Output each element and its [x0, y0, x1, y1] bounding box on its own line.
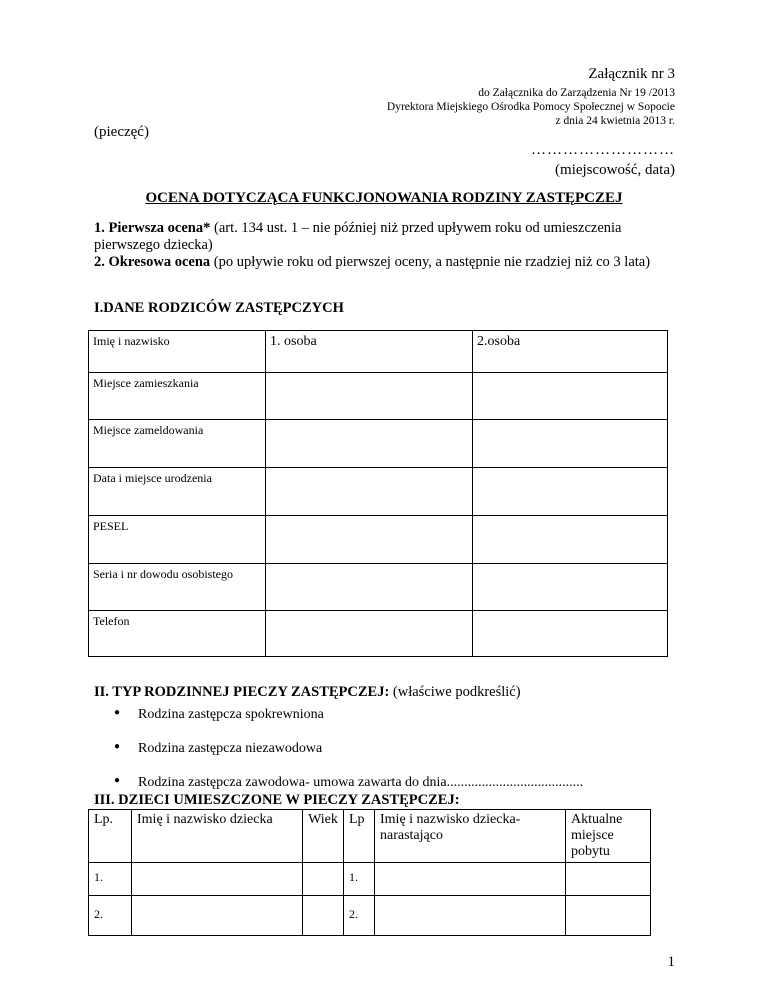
periodic-assessment-label: 2. Okresowa ocena [94, 254, 211, 270]
periodic-assessment-text: (po upływie roku od pierwszej oceny, a następnie nie rzadziej niż co 3 lata) [210, 254, 651, 270]
table-cell[interactable] [566, 896, 651, 936]
list-item-label: Rodzina zastępcza spokrewniona [138, 707, 324, 722]
table-row [89, 420, 668, 468]
children-table [88, 809, 651, 936]
table-cell: 2. [344, 896, 375, 936]
table-cell[interactable] [473, 516, 668, 564]
table-cell[interactable] [132, 863, 303, 896]
page-number: 1 [667, 954, 675, 970]
table-cell: 2. [89, 896, 132, 936]
table-cell[interactable] [266, 468, 473, 516]
table-cell: 2.osoba [473, 331, 668, 373]
attachment-ref-line2: Dyrektora Miejskiego Ośrodka Pomocy Społecznej w Sopocie [386, 101, 675, 113]
section2-note: (właściwe podkreślić) [389, 684, 521, 700]
table-cell[interactable] [473, 468, 668, 516]
table-cell[interactable] [473, 611, 668, 657]
place-date-label: (miejscowość, data) [555, 162, 675, 178]
table-cell: Data i miejsce urodzenia [89, 468, 266, 516]
table-cell: Imię i nazwisko dziecka-narastająco [375, 810, 566, 863]
place-date-dots: ……………………… [531, 142, 675, 158]
table-cell[interactable] [473, 564, 668, 611]
table-row [89, 564, 668, 611]
table-cell[interactable] [132, 896, 303, 936]
table-cell: Miejsce zameldowania [89, 420, 266, 468]
table-row [89, 516, 668, 564]
table-cell[interactable] [266, 420, 473, 468]
bullet-icon: ● [114, 707, 121, 718]
table-cell[interactable] [266, 564, 473, 611]
table-cell: Seria i nr dowodu osobistego [89, 564, 266, 611]
table-cell: Imię i nazwisko [89, 331, 266, 373]
table-cell: Telefon [89, 611, 266, 657]
first-assessment [94, 220, 684, 254]
table-cell: Wiek [303, 810, 344, 863]
table-row [89, 863, 651, 896]
table-row [89, 896, 651, 936]
table-cell[interactable] [473, 420, 668, 468]
table-cell: Aktualne miejsce pobytu [566, 810, 651, 863]
table-cell: Miejsce zamieszkania [89, 373, 266, 420]
table-cell[interactable] [266, 516, 473, 564]
section1-heading: I.DANE RODZICÓW ZASTĘPCZYCH [94, 300, 344, 316]
table-cell[interactable] [266, 611, 473, 657]
table-row [89, 468, 668, 516]
table-row [89, 373, 668, 420]
attachment-number: Załącznik nr 3 [588, 66, 675, 82]
attachment-ref-line3: z dnia 24 kwietnia 2013 r. [555, 115, 675, 127]
attachment-ref-line1: do Załącznika do Zarządzenia Nr 19 /2013 [478, 87, 675, 99]
section3-heading: III. DZIECI UMIESZCZONE W PIECZY ZASTĘPCZEJ: [94, 792, 460, 808]
periodic-assessment [94, 254, 684, 271]
section2-heading [94, 684, 521, 701]
table-cell: 1. [344, 863, 375, 896]
foster-parents-table [88, 330, 668, 657]
table-cell[interactable] [566, 863, 651, 896]
table-row [89, 810, 651, 863]
list-item[interactable] [114, 707, 583, 741]
table-cell: Lp [344, 810, 375, 863]
first-assessment-text: (art. 134 ust. 1 – nie później niż przed upływem roku od umieszczenia pierwszego dziecka) [94, 220, 622, 253]
bullet-icon: ● [114, 741, 121, 752]
table-row [89, 611, 668, 657]
table-cell: 1. osoba [266, 331, 473, 373]
document-title: OCENA DOTYCZĄCA FUNKCJONOWANIA RODZINY ZASTĘPCZEJ [145, 190, 623, 206]
table-cell: 1. [89, 863, 132, 896]
list-item[interactable] [114, 741, 583, 775]
table-cell: PESEL [89, 516, 266, 564]
table-cell[interactable] [473, 373, 668, 420]
list-item-label: Rodzina zastępcza zawodowa- umowa zawarta do dnia....................................... [138, 775, 584, 790]
table-cell[interactable] [375, 896, 566, 936]
list-item-label: Rodzina zastępcza niezawodowa [138, 741, 323, 756]
section2-title: II. TYP RODZINNEJ PIECZY ZASTĘPCZEJ: [94, 684, 390, 700]
table-cell[interactable] [375, 863, 566, 896]
table-row [89, 331, 668, 373]
table-cell[interactable] [303, 896, 344, 936]
stamp-label: (pieczęć) [94, 124, 149, 140]
first-assessment-label: 1. Pierwsza ocena* [94, 220, 211, 236]
table-cell: Imię i nazwisko dziecka [132, 810, 303, 863]
table-cell: Lp. [89, 810, 132, 863]
table-cell[interactable] [303, 863, 344, 896]
table-cell[interactable] [266, 373, 473, 420]
bullet-icon: ● [114, 775, 121, 786]
